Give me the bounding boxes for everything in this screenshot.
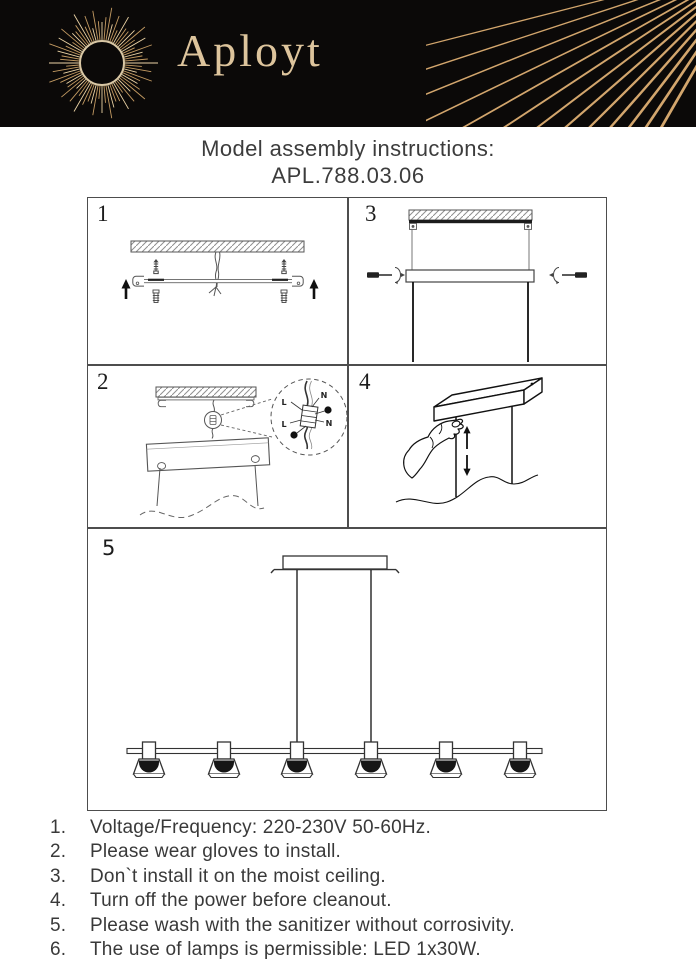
model-number: APL.788.03.06 — [271, 163, 425, 188]
item-text: The use of lamps is permissible: LED 1x30W. — [90, 939, 481, 961]
panel-step-4 — [349, 365, 605, 527]
list-item — [50, 914, 670, 938]
item-text: Please wear gloves to install. — [90, 841, 342, 863]
item-text: Don`t install it on the moist ceiling. — [90, 865, 386, 887]
panel-number: 4 — [359, 369, 371, 394]
wire-label-l-bottom: L — [281, 420, 287, 429]
assembly-diagram-table — [87, 197, 607, 811]
panel-number: 3 — [365, 201, 377, 226]
wire-label-n-top: N — [320, 391, 328, 400]
panel-number: 5 — [102, 536, 116, 560]
panel-step-1 — [88, 198, 347, 364]
corner-rays-decoration — [426, 0, 696, 127]
step2-wiring-diagram — [88, 365, 347, 527]
sunburst-logo-icon — [18, 1, 188, 125]
step4-height-adjustment-diagram — [349, 365, 605, 527]
instruction-list — [50, 816, 670, 962]
item-number: 1. — [50, 817, 67, 838]
list-item — [50, 840, 670, 864]
panel-step-3 — [349, 198, 605, 364]
brand-name: Aployt — [177, 25, 323, 76]
step5-assembled-fixture-diagram — [88, 529, 605, 809]
list-item — [50, 865, 670, 889]
item-number: 2. — [50, 841, 67, 863]
panel-number: 2 — [97, 369, 109, 394]
step3-canopy-screws-diagram — [349, 198, 605, 364]
brand-header — [0, 0, 696, 127]
list-item — [50, 816, 670, 840]
list-item — [50, 938, 670, 962]
panel-number: 1 — [97, 201, 109, 226]
wire-label-n-bottom: N — [325, 419, 333, 428]
item-text: Turn off the power before cleanout. — [90, 890, 392, 912]
item-number: 3. — [50, 865, 67, 887]
item-number: 6. — [50, 939, 67, 961]
step1-bracket-mounting-diagram — [88, 198, 347, 364]
list-item — [50, 889, 670, 913]
item-number: 5. — [50, 914, 67, 936]
panel-step-5 — [88, 529, 605, 809]
item-text: Voltage/Frequency: 220-230V 50-60Hz. — [90, 817, 431, 838]
item-text: Please wash with the sanitizer without corrosivity. — [90, 914, 515, 936]
page-title: Model assembly instructions: — [201, 136, 495, 161]
item-number: 4. — [50, 890, 67, 912]
wire-label-l-top: L — [281, 398, 287, 407]
panel-step-2 — [88, 365, 347, 527]
